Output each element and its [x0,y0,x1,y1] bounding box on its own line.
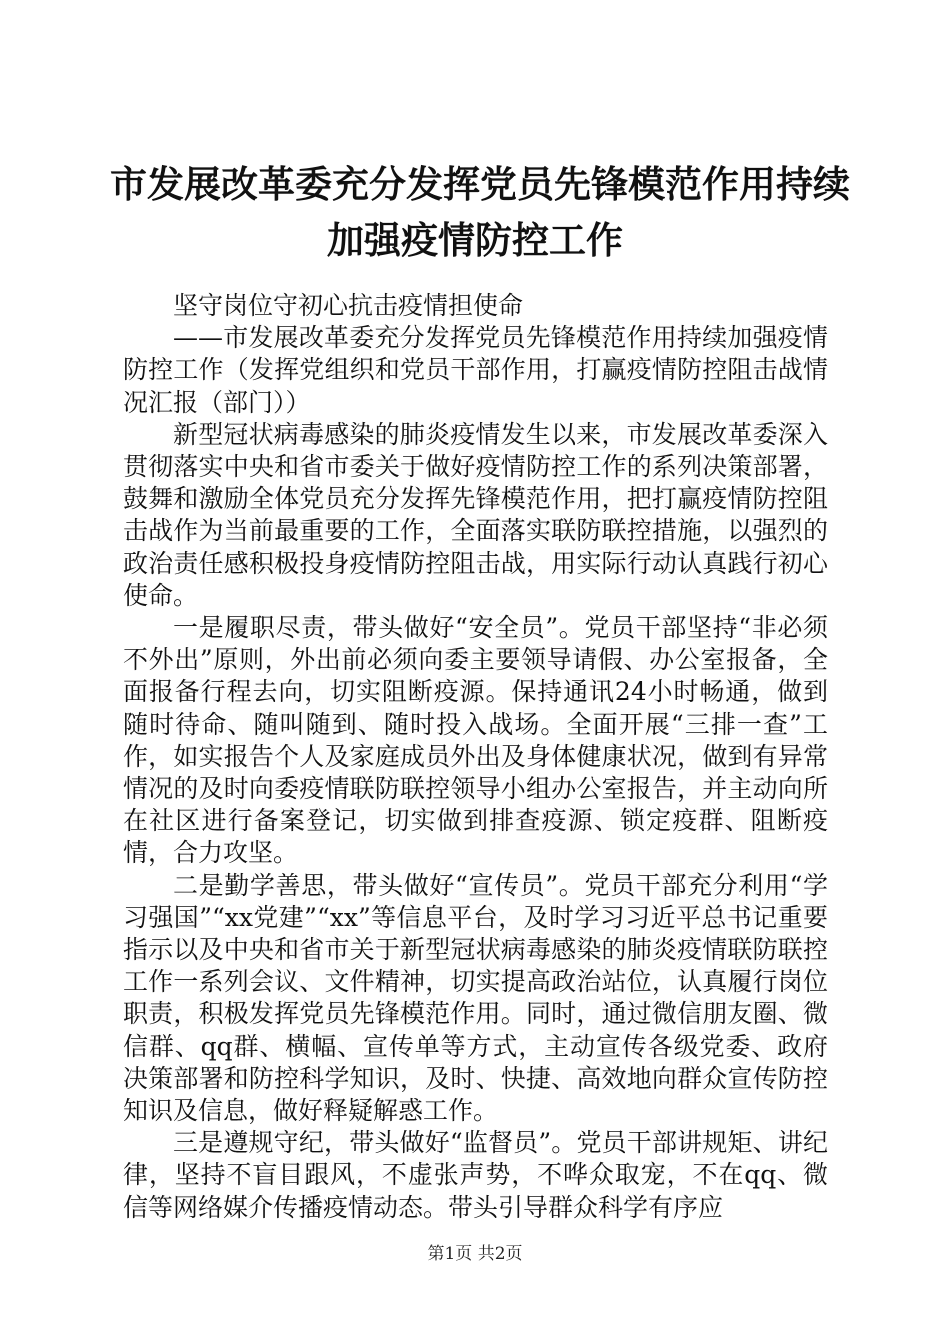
paragraph-intro: 新型冠状病毒感染的肺炎疫情发生以来，市发展改革委深入贯彻落实中央和省市委关于做好疫情防控工作的系列决策部署，鼓舞和激励全体党员充分发挥先锋模范作用，把打赢疫情防控阻击战作为当前最重要的工作，全面落实联防联控措施，以强烈的政治责任感积极投身疫情防控阻击战，用实际行动认真践行初心使命。 [123,419,828,610]
document-title-line-2: 加强疫情防控工作 [327,219,623,262]
page-footer: 第1页 共2页 [427,1244,523,1264]
document-body [123,290,828,1224]
paragraph-point-3: 三是遵规守纪，带头做好“监督员”。党员干部讲规矩、讲纪律，坚持不盲目跟风，不虚张声势，不哗众取宠，不在qq、微信等网络媒介传播疫情动态。带头引导群众科学有序应 [123,1128,828,1222]
paragraph-point-2: 二是勤学善思，带头做好“宣传员”。党员干部充分利用“学习强国”“xx党建”“xx”等信息平台，及时学习习近平总书记重要指示以及中央和省市关于新型冠状病毒感染的肺炎疫情联防联控工作一系列会议、文件精神，切实提高政治站位，认真履行岗位职责，积极发挥党员先锋模范作用。同时，通过微信朋友圈、微信群、qq群、横幅、宣传单等方式，主动宣传各级党委、政府决策部署和防控科学知识，及时、快捷、高效地向群众宣传防控知识及信息，做好释疑解惑工作。 [123,870,828,1126]
document-subheading: ——市发展改革委充分发挥党员先锋模范作用持续加强疫情防控工作（发挥党组织和党员干部作用，打赢疫情防控阻击战情况汇报（部门）） [123,323,828,417]
document-subtitle: 坚守岗位守初心抗击疫情担使命 [173,291,524,320]
paragraph-point-1: 一是履职尽责，带头做好“安全员”。党员干部坚持“非必须不外出”原则，外出前必须向委主要领导请假、办公室报备，全面报备行程去向，切实阻断疫源。保持通讯24小时畅通，做到随时待命、随叫随到、随时投入战场。全面开展“三排一查”工作，如实报告个人及家庭成员外出及身体健康状况，做到有异常情况的及时向委疫情联防联控领导小组办公室报告，并主动向所在社区进行备案登记，切实做到排查疫源、锁定疫群、阻断疫情，合力攻坚。 [123,613,828,868]
document-title-line-1: 市发展改革委充分发挥党员先锋模范作用持续 [110,163,850,206]
